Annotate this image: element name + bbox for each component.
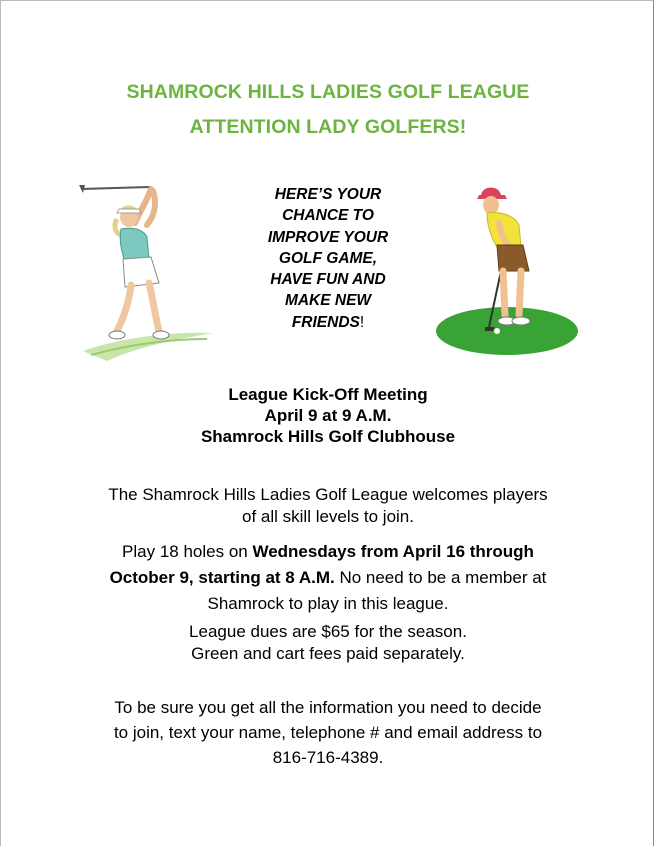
welcome-line: of all skill levels to join. <box>242 507 414 526</box>
dues-paragraph <box>41 621 615 665</box>
welcome-paragraph <box>41 484 615 528</box>
schedule-membership: No need to be a member at <box>334 568 547 587</box>
contact-line: to join, text your name, telephone # and email address to <box>113 723 543 742</box>
pitch-line: HAVE FUN AND <box>270 271 386 289</box>
woman-golfer-swing-icon <box>77 179 217 379</box>
meeting-title: League Kick-Off Meeting <box>228 385 428 404</box>
meeting-date: April 9 at 9 A.M. <box>264 406 392 425</box>
schedule-paragraph <box>41 539 615 617</box>
pitch-exclamation: ! <box>359 313 365 331</box>
pitch-line-last <box>237 312 419 333</box>
woman-golfer-putting-icon <box>435 181 581 359</box>
contact-line: To be sure you get all the information you need to decide <box>114 698 542 717</box>
pitch-line: MAKE NEW <box>284 292 372 310</box>
meeting-location: Shamrock Hills Golf Clubhouse <box>200 427 456 446</box>
pitch-text <box>237 184 419 333</box>
schedule-end-date: October 9, starting at 8 A.M. <box>109 568 335 587</box>
dues-line: League dues are $65 for the season. <box>189 622 467 641</box>
contact-phone: 816-716-4389. <box>272 748 384 767</box>
welcome-line: The Shamrock Hills Ladies Golf League welcomes players <box>108 485 548 504</box>
pitch-line: CHANCE TO <box>282 207 374 225</box>
attention-heading: ATTENTION LADY GOLFERS! <box>189 116 467 138</box>
schedule-line-2 <box>41 565 615 591</box>
kickoff-meeting <box>1 384 655 447</box>
contact-paragraph <box>41 695 615 770</box>
pitch-line: GOLF GAME, <box>278 249 378 267</box>
schedule-days: Wednesdays from April 16 through <box>252 542 534 561</box>
pitch-line: IMPROVE YOUR <box>267 228 389 246</box>
schedule-line-1 <box>41 539 615 565</box>
schedule-lead: Play 18 holes on <box>122 542 253 561</box>
league-title: SHAMROCK HILLS LADIES GOLF LEAGUE <box>126 81 530 103</box>
pitch-friends: FRIENDS <box>291 313 360 331</box>
pitch-line: HERE’S YOUR <box>274 186 382 203</box>
schedule-line-3: Shamrock to play in this league. <box>207 594 449 613</box>
fees-line: Green and cart fees paid separately. <box>191 644 465 663</box>
